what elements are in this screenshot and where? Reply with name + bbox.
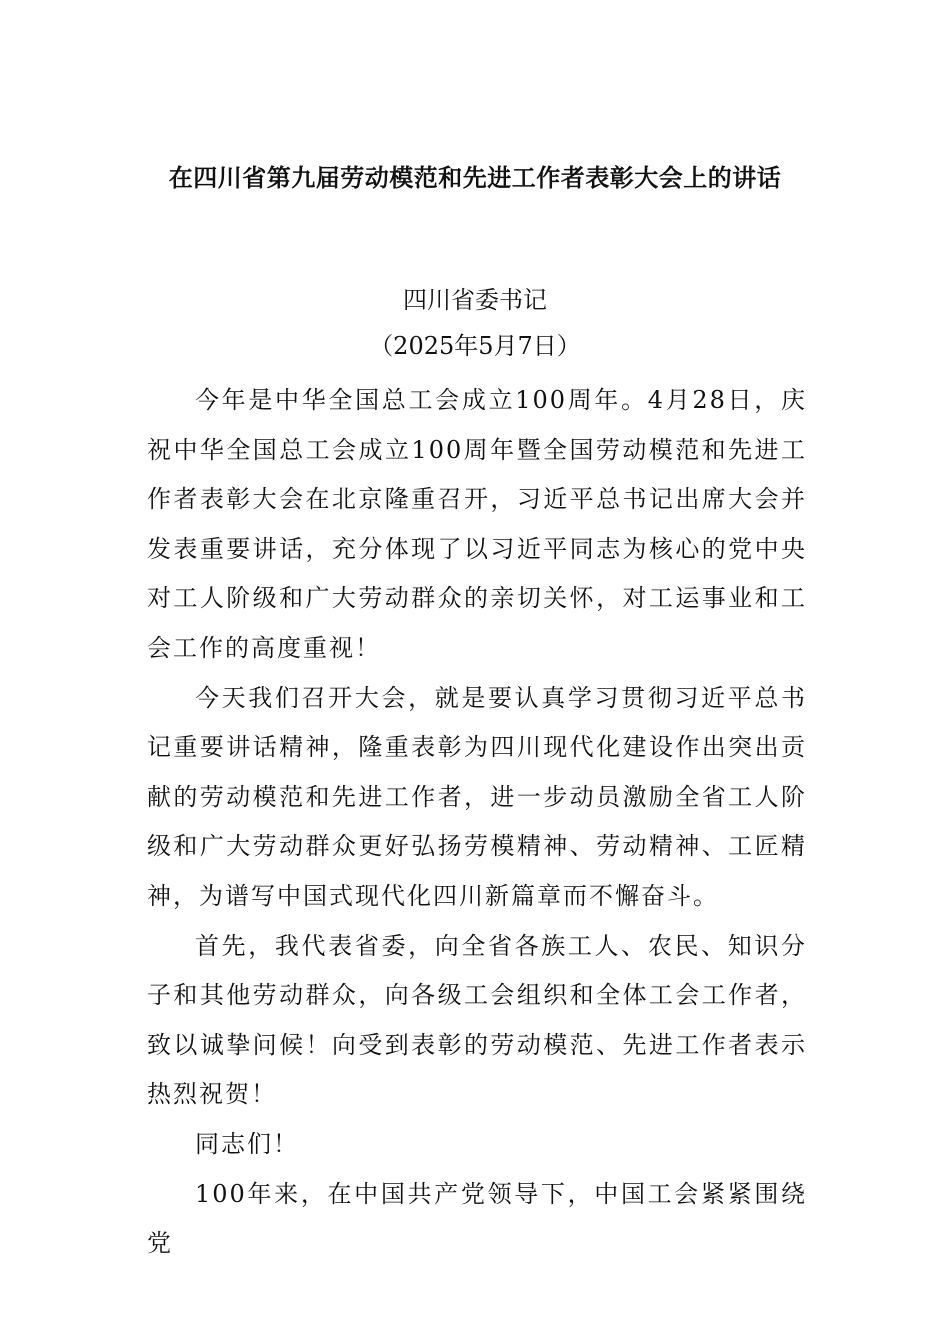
paragraph: 今年是中华全国总工会成立100周年。4月28日，庆祝中华全国总工会成立100周年暨全国劳动模范和先进工作者表彰大会在北京隆重召开，习近平总书记出席大会并发表重要讲话，充分体现了以习近平同志为核心的党中央对工人阶级和广大劳动群众的亲切关怀，对工运事业和工会工作的高度重视！ (147, 386, 807, 662)
speech-date: （2025年5月7日） (369, 332, 581, 360)
paragraph: 100年来，在中国共产党领导下，中国工会紧紧围绕党 (147, 1179, 807, 1258)
document-title: 在四川省第九届劳动模范和先进工作者表彰大会上的讲话 (168, 164, 782, 192)
paragraph: 同志们！ (195, 1129, 299, 1158)
speaker-line: 四川省委书记 (403, 286, 547, 314)
document-body (147, 376, 807, 1269)
paragraph: 今天我们召开大会，就是要认真学习贯彻习近平总书记重要讲话精神，隆重表彰为四川现代化建设作出突出贡献的劳动模范和先进工作者，进一步动员激励全省工人阶级和广大劳动群众更好弘扬劳模精神、劳动精神、工匠精神，为谱写中国式现代化四川新篇章而不懈奋斗。 (147, 683, 807, 910)
paragraph: 首先，我代表省委，向全省各族工人、农民、知识分子和其他劳动群众，向各级工会组织和全体工会工作者，致以诚挚问候！向受到表彰的劳动模范、先进工作者表示热烈祝贺！ (147, 931, 807, 1109)
